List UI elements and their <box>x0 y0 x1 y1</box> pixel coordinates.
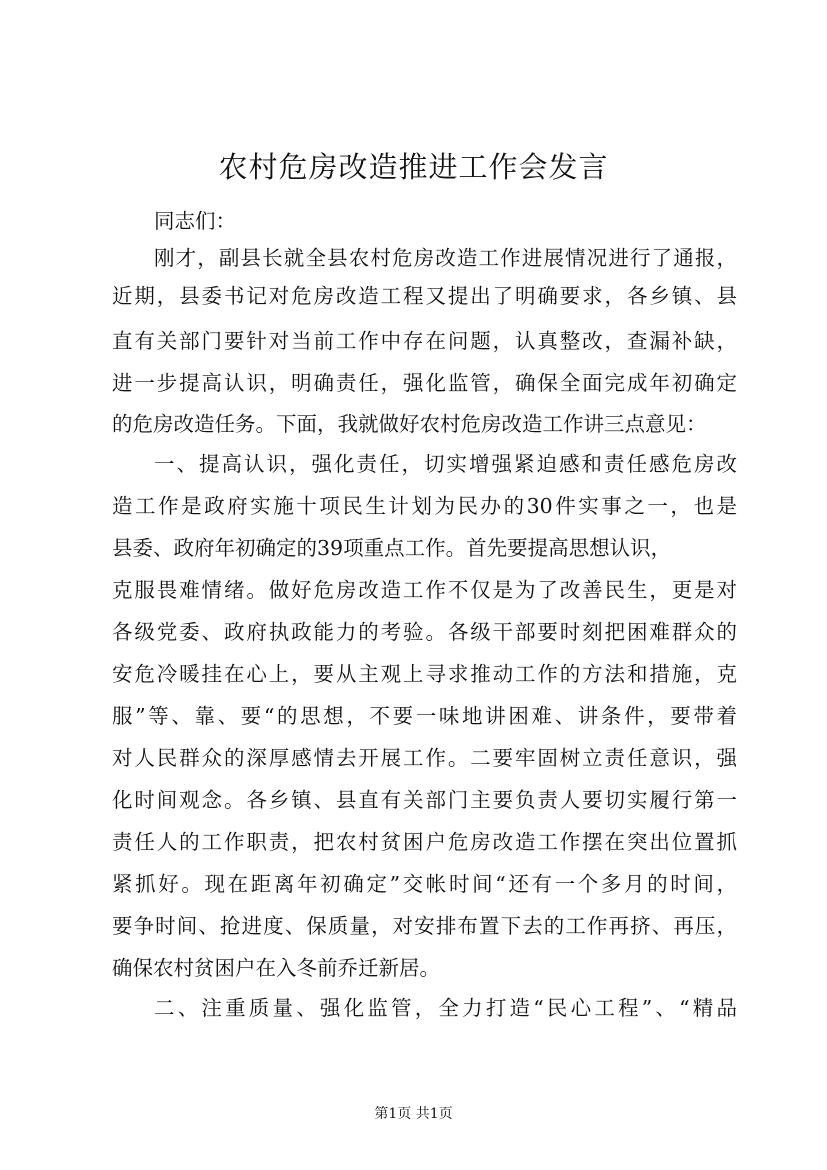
paragraph-2-line-3: 县委、政府年初确定的39项重点工作。首先要提高思想认识， <box>112 536 672 560</box>
paragraph-2-line-11: 紧抓好。现在距离年初确定”交帐时间“还有一个多月的时间， <box>112 872 737 896</box>
paragraph-2-line-12: 要争时间、抢进度、保质量，对安排布置下去的工作再挤、再压， <box>112 914 737 938</box>
page-footer: 第1页 共1页 <box>374 1106 453 1122</box>
paragraph-2-line-10: 责任人的工作职责，把农村贫困户危房改造工作摆在突出位置抓 <box>112 830 737 854</box>
paragraph-2-line-5: 各级党委、政府执政能力的考验。各级干部要时刻把困难群众的 <box>112 620 737 644</box>
paragraph-1-line-1: 刚才，副县长就全县农村危房改造工作进展情况进行了通报， <box>154 246 737 270</box>
paragraph-2-line-2: 造工作是政府实施十项民生计划为民办的30件实事之一，也是 <box>112 494 737 518</box>
paragraph-2-line-6: 安危冷暖挂在心上，要从主观上寻求推动工作的方法和措施，克 <box>112 662 737 686</box>
document-title: 农村危房改造推进工作会发言 <box>218 150 609 184</box>
paragraph-1-line-5: 的危房改造任务。下面，我就做好农村危房改造工作讲三点意见： <box>112 412 707 436</box>
paragraph-2-line-1: 一、提高认识，强化责任，切实增强紧迫感和责任感危房改 <box>154 452 737 476</box>
paragraph-1-line-4: 进一步提高认识，明确责任，强化监管，确保全面完成年初确定 <box>112 371 737 395</box>
paragraph-2-line-9: 化时间观念。各乡镇、县直有关部门主要负责人要切实履行第一 <box>112 788 737 812</box>
salutation: 同志们： <box>154 209 236 233</box>
paragraph-2-line-7: 服”等、靠、要“的思想，不要一味地讲困难、讲条件，要带着 <box>112 704 737 728</box>
paragraph-3-line-1: 二、注重质量、强化监管，全力打造“民心工程”、“精品 <box>154 996 737 1020</box>
paragraph-2-line-13: 确保农村贫困户在入冬前乔迁新居。 <box>112 956 440 980</box>
paragraph-1-line-2: 近期，县委书记对危房改造工程又提出了明确要求，各乡镇、县 <box>112 284 737 308</box>
paragraph-2-line-4: 克服畏难情绪。做好危房改造工作不仅是为了改善民生，更是对 <box>112 578 737 602</box>
paragraph-1-line-3: 直有关部门要针对当前工作中存在问题，认真整改，查漏补缺， <box>112 329 737 353</box>
paragraph-2-line-8: 对人民群众的深厚感情去开展工作。二要牢固树立责任意识，强 <box>112 746 737 770</box>
